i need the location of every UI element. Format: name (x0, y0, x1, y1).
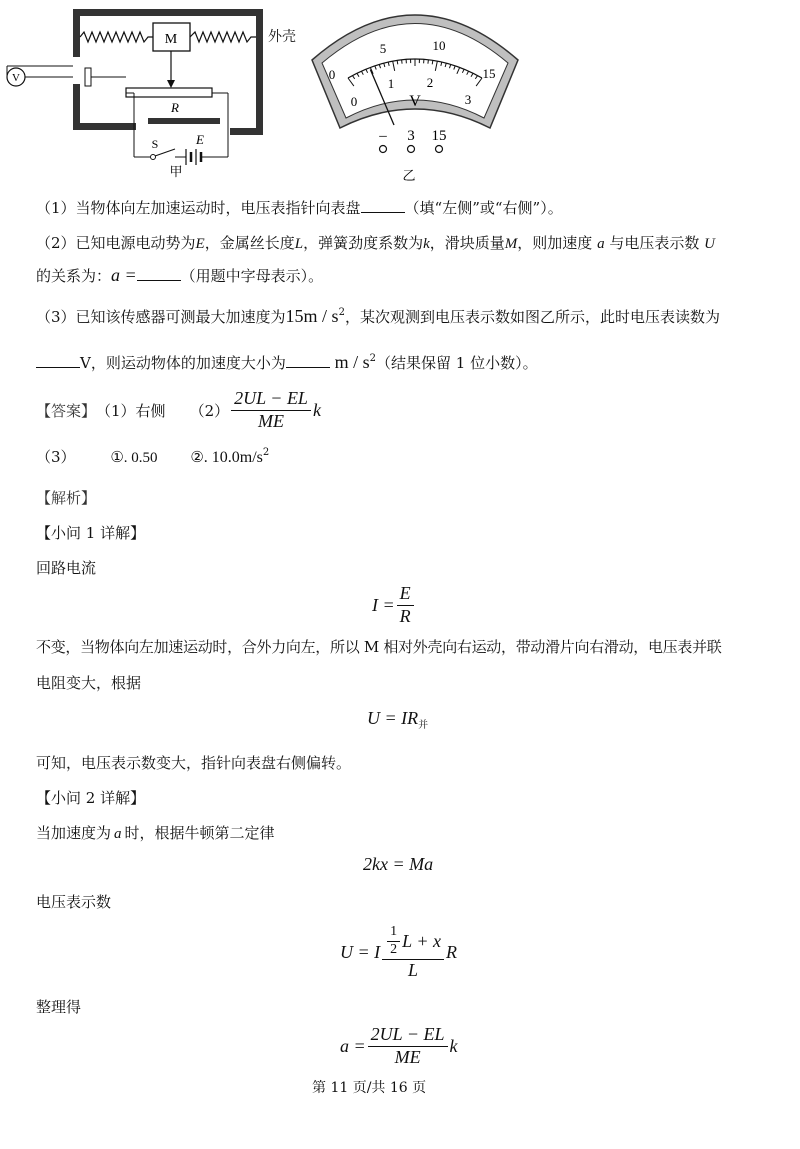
sub-question-1-heading: 【小问 1 详解】 (36, 524, 146, 542)
terminal-3 (408, 146, 415, 153)
answer-fraction: $\frac{2UL - EL}{ME}$ (231, 388, 311, 432)
answer-line-1: 【答案】 （1）右侧 （2） $\frac{2UL - EL}{ME}$ k (36, 388, 321, 431)
blank-q3-acc (286, 353, 330, 368)
terminal-15 (436, 146, 443, 153)
lower-scale-2: 2 (426, 75, 434, 90)
question-1: （1）当物体向左加速运动时，电压表指针向表盘 （填“左侧”或“右侧”）。 (36, 199, 563, 217)
analysis-text-3: 电阻变大，根据 (36, 674, 142, 692)
equation-4: U = I $\frac{1}{2}$ L + x L R (340, 924, 457, 980)
meter-tick (432, 60, 433, 64)
upper-scale-0: 0 (328, 67, 336, 82)
figure-jia-circuit (0, 0, 300, 180)
equation-3: 2kx = Ma (363, 854, 434, 874)
terminal-minus-label: – (379, 128, 387, 144)
resistor-label: R (171, 100, 179, 115)
question-3-line2: V，则运动物体的加速度大小为 m / $s^2$（结果保留 1 位小数）。 (36, 352, 538, 373)
lower-scale-3: 3 (464, 92, 472, 107)
equation-2: $U = IR_并$ (367, 708, 429, 731)
figure-yi-caption: 乙 (402, 169, 416, 184)
blank-q1 (361, 198, 405, 213)
battery-label: E (196, 132, 204, 147)
terminal-3-label: 3 (407, 128, 415, 144)
figure-jia-caption: 甲 (169, 165, 183, 180)
lower-scale-0: 0 (350, 94, 358, 109)
lower-scale-1: 1 (387, 76, 395, 91)
meter-tick (397, 60, 398, 64)
analysis-text-4: 可知，电压表示数变大，指针向表盘右侧偏转。 (36, 754, 352, 772)
upper-scale-10: 10 (432, 38, 446, 53)
page-footer: 第 11 页/共 16 页 (312, 1080, 427, 1096)
analysis-text-2: 不变，当物体向左加速运动时，合外力向左，所以 M 相对外壳向右运动，带动滑片向右滑动，电压表并联 (36, 638, 722, 656)
analysis-label: 【解析】 (36, 489, 97, 507)
answer-line-2: （3） ①. 0.50 ②. $10.0m/s^2$ (36, 447, 270, 466)
voltmeter-label: V (12, 72, 20, 84)
equation-1: I = $\frac{E}{R}$ (372, 583, 416, 627)
analysis-text-6: 电压表示数 (36, 893, 112, 911)
terminal-15-label: 15 (431, 128, 447, 144)
blank-q2 (137, 266, 181, 281)
sub-question-2-heading: 【小问 2 详解】 (36, 789, 146, 807)
switch-label: S (151, 137, 159, 151)
analysis-text-1: 回路电流 (36, 559, 97, 577)
upper-scale-15: 15 (482, 66, 496, 81)
resistor-r (126, 88, 212, 97)
blank-q3-voltage (36, 353, 80, 368)
question-2: （2）已知电源电动势为E，金属丝长度L，弹簧劲度系数为k，滑块质量M，则加速度 a 与电压表示数 U (36, 234, 715, 252)
question-3: （3）已知该传感器可测最大加速度为$15m / s^2$，某次观测到电压表示数如图乙所示，此时电压表读数为 (36, 306, 720, 326)
upper-scale-5: 5 (379, 41, 387, 56)
question-2-line2: 的关系为：a = （用题中字母表示）。 (36, 265, 324, 285)
analysis-text-5: 当加速度为 a 时，根据牛顿第二定律 (36, 824, 275, 842)
meter-unit: V (409, 93, 421, 110)
shell-label: 外壳 (268, 29, 296, 45)
figure-yi-meter (300, 0, 530, 185)
analysis-text-7: 整理得 (36, 998, 82, 1016)
equation-5: a = $\frac{2UL - EL}{ME}$ k (340, 1024, 458, 1067)
mass-label: M (164, 32, 178, 47)
terminal-minus (380, 146, 387, 153)
